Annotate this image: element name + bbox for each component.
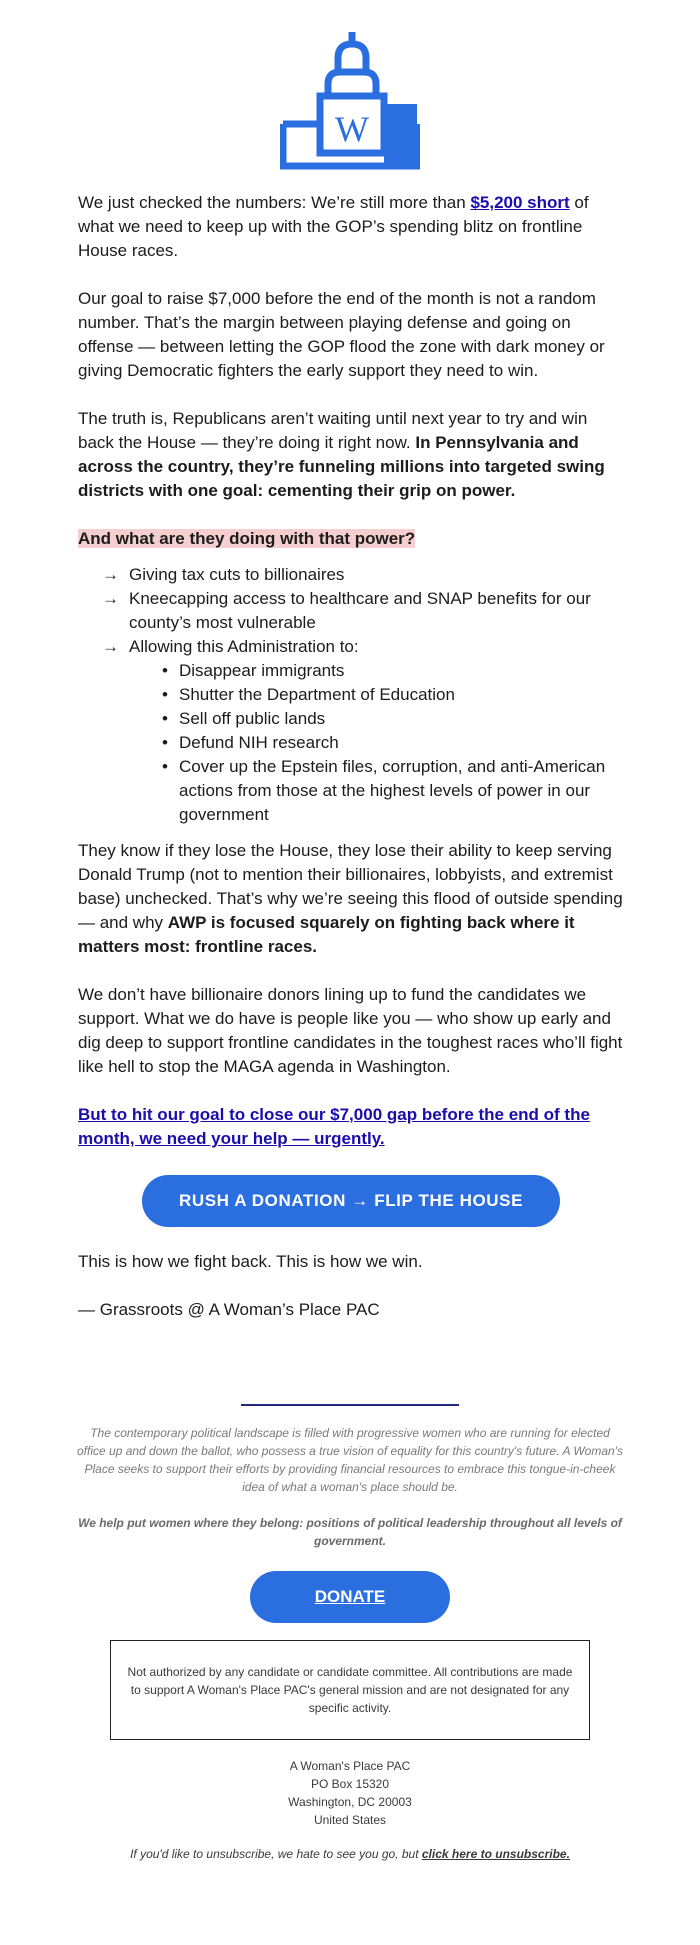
highlighted-question: And what are they doing with that power?: [78, 529, 416, 548]
intro-text: We just checked the numbers: We’re still more than: [78, 193, 471, 212]
bullet-icon: •: [162, 661, 168, 680]
sublist-item-label: Shutter the Department of Education: [179, 685, 455, 704]
goal-paragraph: Our goal to raise $7,000 before the end of the month is not a random number. That’s the margin between playing defense and going on offense — between letting the GOP flood the zone with dark money or giving Democratic fighters the early support they need to win.: [78, 289, 605, 380]
truth-text: The truth is, Republicans aren’t waiting until next year to try and win back the House — they’re doing it right now.: [78, 409, 588, 452]
they-know-text: They know if they lose the House, they lose their ability to keep serving Donald Trump (not to mention their billionaires, lobbyists, and extremist base) unchecked. That’s why we’re seeing this flood of outside spending — and why: [78, 841, 623, 932]
bullet-icon: •: [162, 685, 168, 704]
sublist-item-label: Disappear immigrants: [179, 661, 345, 680]
donate-wrap: [0, 1571, 700, 1623]
list-item: [102, 563, 624, 587]
sublist-item-label: Sell off public lands: [179, 709, 326, 728]
sublist-item-label: Defund NIH research: [179, 733, 339, 752]
donate-button[interactable]: DONATE: [250, 1571, 450, 1623]
signoff: — Grassroots @ A Woman’s Place PAC: [78, 1300, 380, 1319]
address-line: A Woman's Place PAC: [289, 1759, 411, 1773]
capitol-dome-icon: [280, 30, 420, 170]
footer-about: The contemporary political landscape is filled with progressive women who are running for elected office up and down the ballot, who possess a true vision of equality for this country's future. A Woman's Place seeks to support their efforts by providing financial resources to embrace this tongue-in-cheek idea of what a woman's place should be.: [77, 1426, 623, 1494]
administration-sublist: [129, 659, 624, 827]
unsubscribe-line: [0, 1847, 700, 1861]
unsubscribe-link[interactable]: click here to unsubscribe.: [421, 1847, 570, 1861]
sublist-item: [162, 683, 624, 707]
intro-text-end: of what we need to keep up with the GOP’s spending blitz on frontline House races.: [78, 193, 589, 260]
list-item-label: Giving tax cuts to billionaires: [129, 565, 345, 584]
goal-link-paragraph: [78, 1103, 624, 1151]
email-body: [78, 191, 624, 1346]
logo-letter: W: [335, 109, 369, 149]
intro-paragraph: [78, 191, 624, 263]
they-know-paragraph: [78, 839, 624, 959]
logo: [0, 30, 700, 175]
list-item-label: Kneecapping access to healthcare and SNAP benefits for our county’s most vulnerable: [129, 589, 591, 632]
unsubscribe-text: If you'd like to unsubscribe, we hate to see you go, but: [130, 1847, 422, 1861]
mailing-address: [0, 1757, 700, 1829]
bullet-icon: •: [162, 733, 168, 752]
address-line: Washington, DC 20003: [288, 1795, 412, 1809]
sublist-item: [162, 755, 624, 827]
donors-paragraph: We don’t have billionaire donors lining up to fund the candidates we support. What we do have is people like you — who show up early and dig deep to support frontline candidates in the toughest races who’ll fight like hell to stop the MAGA agenda in Washington.: [78, 985, 623, 1076]
list-item: [102, 635, 624, 827]
arrow-icon: →: [102, 565, 119, 584]
question-heading: [78, 527, 624, 551]
footer-divider: [241, 1404, 459, 1406]
arrow-icon: →: [102, 589, 119, 608]
address-line: United States: [313, 1813, 387, 1827]
shortfall-link[interactable]: $5,200 short: [470, 193, 570, 212]
truth-paragraph: [78, 407, 624, 503]
they-know-bold: AWP is focused squarely on fighting back where it matters most: frontline races.: [78, 913, 575, 956]
bullet-icon: •: [162, 709, 168, 728]
bullet-icon: •: [162, 757, 168, 776]
power-list: [78, 563, 624, 827]
urgent-donate-link[interactable]: But to hit our goal to close our $7,000 gap before the end of the month, we need your help — urgently.: [78, 1105, 590, 1148]
closing-line: This is how we fight back. This is how we win.: [78, 1252, 423, 1271]
footer: [0, 1404, 700, 1861]
cta-wrap: [78, 1175, 624, 1227]
sublist-item-label: Cover up the Epstein files, corruption, and anti-American actions from those at the highest levels of power in our government: [179, 757, 606, 824]
truth-bold: In Pennsylvania and across the country, they’re funneling millions into targeted swing districts with one goal: cementing their grip on power.: [78, 433, 605, 500]
sublist-item: [162, 731, 624, 755]
footer-mission: We help put women where they belong: positions of political leadership throughout all levels of government.: [78, 1516, 622, 1548]
arrow-icon: →: [102, 637, 119, 656]
list-item: [102, 587, 624, 635]
sublist-item: [162, 659, 624, 683]
rush-donation-button[interactable]: RUSH A DONATION → FLIP THE HOUSE: [142, 1175, 560, 1227]
sublist-item: [162, 707, 624, 731]
disclaimer-box: Not authorized by any candidate or candidate committee. All contributions are made to support A Woman's Place PAC's general mission and are not designated for any specific activity.: [110, 1640, 590, 1740]
list-item-label: Allowing this Administration to:: [129, 637, 359, 656]
address-line: PO Box 15320: [310, 1777, 390, 1791]
